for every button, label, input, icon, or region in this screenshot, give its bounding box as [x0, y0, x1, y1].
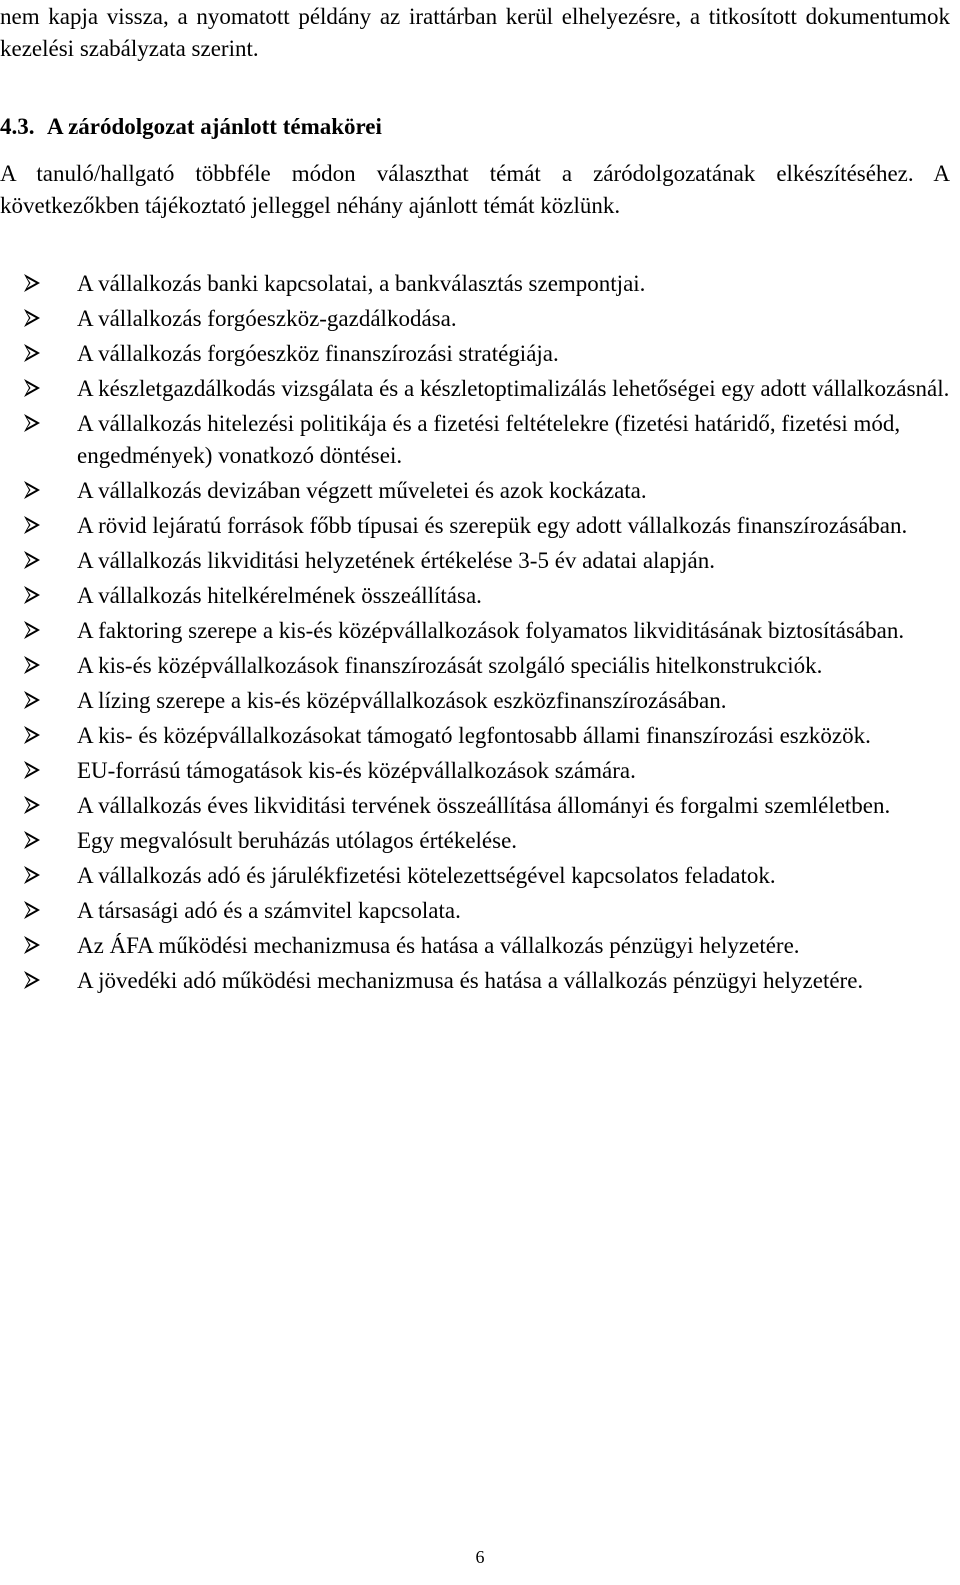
list-item-text: A társasági adó és a számvitel kapcsolata. [77, 898, 461, 923]
topic-list [0, 268, 950, 1000]
list-item [0, 475, 950, 507]
list-item [0, 615, 950, 647]
list-item-text: A vállalkozás banki kapcsolatai, a bankválasztás szempontjai. [77, 271, 646, 296]
arrowhead-bullet-icon [22, 725, 42, 745]
list-item [0, 860, 950, 892]
list-item [0, 685, 950, 717]
list-item [0, 268, 950, 300]
list-item [0, 650, 950, 682]
list-item [0, 755, 950, 787]
list-item-text: A vállalkozás hitelezési politikája és a fizetési feltételekre (fizetési határidő, fizetési mód, engedmények) vonatkozó döntései. [77, 411, 901, 468]
list-item-text: Egy megvalósult beruházás utólagos értékelése. [77, 828, 518, 853]
arrowhead-bullet-icon [22, 900, 42, 920]
list-item [0, 825, 950, 857]
arrowhead-bullet-icon [22, 378, 42, 398]
arrowhead-bullet-icon [22, 865, 42, 885]
list-item-text: A rövid lejáratú források főbb típusai és szerepük egy adott vállalkozás finanszírozásában. [77, 513, 908, 538]
arrowhead-bullet-icon [22, 970, 42, 990]
list-item-text: A vállalkozás likviditási helyzetének értékelése 3-5 év adatai alapján. [77, 548, 715, 573]
list-item [0, 373, 950, 405]
arrowhead-bullet-icon [22, 585, 42, 605]
list-item-text: A vállalkozás éves likviditási tervének összeállítása állományi és forgalmi szemléletben. [77, 793, 891, 818]
list-item [0, 965, 950, 997]
list-item-text: A vállalkozás forgóeszköz finanszírozási stratégiája. [77, 341, 559, 366]
list-item [0, 930, 950, 962]
list-item-text: A készletgazdálkodás vizsgálata és a készletoptimalizálás lehetőségei egy adott vállalkozásnál. [77, 376, 950, 401]
list-item [0, 895, 950, 927]
list-item [0, 510, 950, 542]
list-item-text: A kis- és középvállalkozásokat támogató legfontosabb állami finanszírozási eszközök. [77, 723, 871, 748]
arrowhead-bullet-icon [22, 550, 42, 570]
arrowhead-bullet-icon [22, 655, 42, 675]
list-item-text: Az ÁFA működési mechanizmusa és hatása a vállalkozás pénzügyi helyzetére. [77, 933, 800, 958]
arrowhead-bullet-icon [22, 935, 42, 955]
section-heading [0, 111, 382, 143]
list-item-text: A vállalkozás hitelkérelmének összeállítása. [77, 583, 482, 608]
list-item [0, 338, 950, 370]
list-item-text: A vállalkozás devizában végzett műveletei és azok kockázata. [77, 478, 647, 503]
list-item [0, 720, 950, 752]
arrowhead-bullet-icon [22, 515, 42, 535]
arrowhead-bullet-icon [22, 343, 42, 363]
list-item-text: A kis-és középvállalkozások finanszírozását szolgáló speciális hitelkonstrukciók. [77, 653, 823, 678]
list-item-text: A vállalkozás adó és járulékfizetési kötelezettségével kapcsolatos feladatok. [77, 863, 776, 888]
list-item [0, 408, 950, 472]
list-item [0, 303, 950, 335]
arrowhead-bullet-icon [22, 413, 42, 433]
list-item [0, 545, 950, 577]
list-item-text: A jövedéki adó működési mechanizmusa és hatása a vállalkozás pénzügyi helyzetére. [77, 968, 864, 993]
arrowhead-bullet-icon [22, 795, 42, 815]
section-title: A záródolgozat ajánlott témakörei [46, 114, 382, 139]
arrowhead-bullet-icon [22, 273, 42, 293]
arrowhead-bullet-icon [22, 308, 42, 328]
list-item-text: EU-forrású támogatások kis-és középvállalkozások számára. [77, 758, 636, 783]
section-number: 4.3. [0, 114, 35, 139]
list-item [0, 580, 950, 612]
arrowhead-bullet-icon [22, 690, 42, 710]
lead-paragraph: A tanuló/hallgató többféle módon választhat témát a záródolgozatának elkészítéséhez. A következőkben tájékoztató jelleggel néhány ajánlott témát közlünk. [0, 161, 950, 218]
arrowhead-bullet-icon [22, 480, 42, 500]
arrowhead-bullet-icon [22, 830, 42, 850]
list-item [0, 790, 950, 822]
list-item-text: A vállalkozás forgóeszköz-gazdálkodása. [77, 306, 457, 331]
list-item-text: A lízing szerepe a kis-és középvállalkozások eszközfinanszírozásában. [77, 688, 727, 713]
arrowhead-bullet-icon [22, 760, 42, 780]
arrowhead-bullet-icon [22, 620, 42, 640]
list-item-text: A faktoring szerepe a kis-és középvállalkozások folyamatos likviditásának biztosításában. [77, 618, 905, 643]
intro-paragraph: nem kapja vissza, a nyomatott példány az irattárban kerül elhelyezésre, a titkosított dokumentumok kezelési szabályzata szerint. [0, 4, 950, 61]
page-number: 6 [475, 1547, 485, 1567]
